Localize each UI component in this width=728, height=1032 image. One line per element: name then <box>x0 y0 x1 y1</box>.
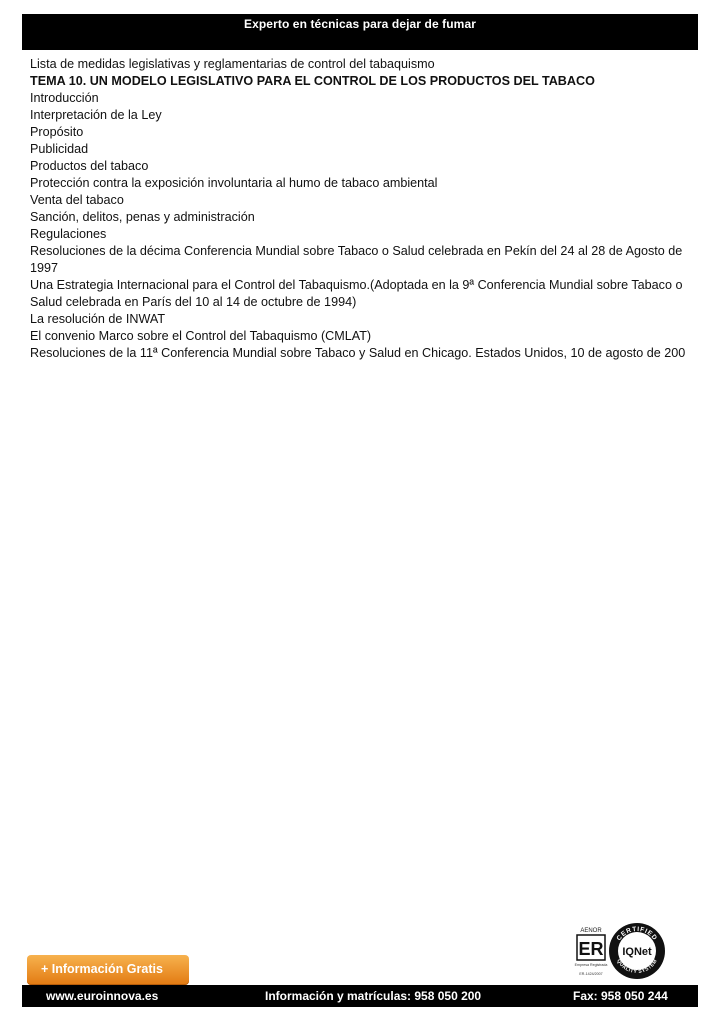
fax-number: Fax: 958 050 244 <box>573 989 668 1003</box>
content-line: El convenio Marco sobre el Control del Tabaquismo (CMLAT) <box>30 329 372 343</box>
document-title: Experto en técnicas para dejar de fumar <box>244 17 476 31</box>
svg-text:Empresa Registrada: Empresa Registrada <box>574 963 608 967</box>
content-line: Introducción <box>30 91 99 105</box>
content-line: Regulaciones <box>30 227 107 241</box>
iqnet-certification-logo <box>607 921 667 981</box>
svg-text:ER: ER <box>578 939 604 959</box>
content-line: Interpretación de la Ley <box>30 108 162 122</box>
content-line: Sanción, delitos, penas y administración <box>30 210 255 224</box>
content-line: Salud celebrada en París del 10 al 14 de octubre de 1994) <box>30 295 357 309</box>
course-contents <box>30 56 720 362</box>
content-line: Resoluciones de la décima Conferencia Mundial sobre Tabaco o Salud celebrada en Pekín del 24 al 28 de Agosto de <box>30 244 683 258</box>
info-gratis-button[interactable] <box>27 955 189 985</box>
content-line: Una Estrategia Internacional para el Control del Tabaquismo.(Adoptada en la 9ª Conferencia Mundial sobre Tabaco o <box>30 278 683 292</box>
content-line: Productos del tabaco <box>30 159 149 173</box>
svg-text:AENOR: AENOR <box>580 928 602 934</box>
section-heading: TEMA 10. UN MODELO LEGISLATIVO PARA EL CONTROL DE LOS PRODUCTOS DEL TABACO <box>30 74 595 88</box>
enrollment-phone: Información y matrículas: 958 050 200 <box>265 989 482 1003</box>
svg-text:ER-1424/2007: ER-1424/2007 <box>579 972 603 976</box>
content-line: 1997 <box>30 261 59 275</box>
aenor-certification-logo <box>574 924 608 978</box>
footer-bar <box>22 985 698 1007</box>
website-link[interactable]: www.euroinnova.es <box>46 989 159 1003</box>
content-line: Protección contra la exposición involuntaria al humo de tabaco ambiental <box>30 176 438 190</box>
content-line: Publicidad <box>30 142 89 156</box>
content-line: La resolución de INWAT <box>30 312 166 326</box>
content-line: Resoluciones de la 11ª Conferencia Mundial sobre Tabaco y Salud en Chicago. Estados Unidos, 10 de agosto de 200 <box>30 346 686 360</box>
header-bar <box>22 14 698 50</box>
content-line: Lista de medidas legislativas y reglamentarias de control del tabaquismo <box>30 57 435 71</box>
svg-text:IQNet: IQNet <box>622 946 652 958</box>
info-gratis-label: + Información Gratis <box>41 962 163 976</box>
svg-text:QUALITY SYSTEM: QUALITY SYSTEM <box>615 958 659 976</box>
content-line: Venta del tabaco <box>30 193 124 207</box>
content-line: Propósito <box>30 125 84 139</box>
svg-text:CERTIFIED: CERTIFIED <box>615 925 659 943</box>
